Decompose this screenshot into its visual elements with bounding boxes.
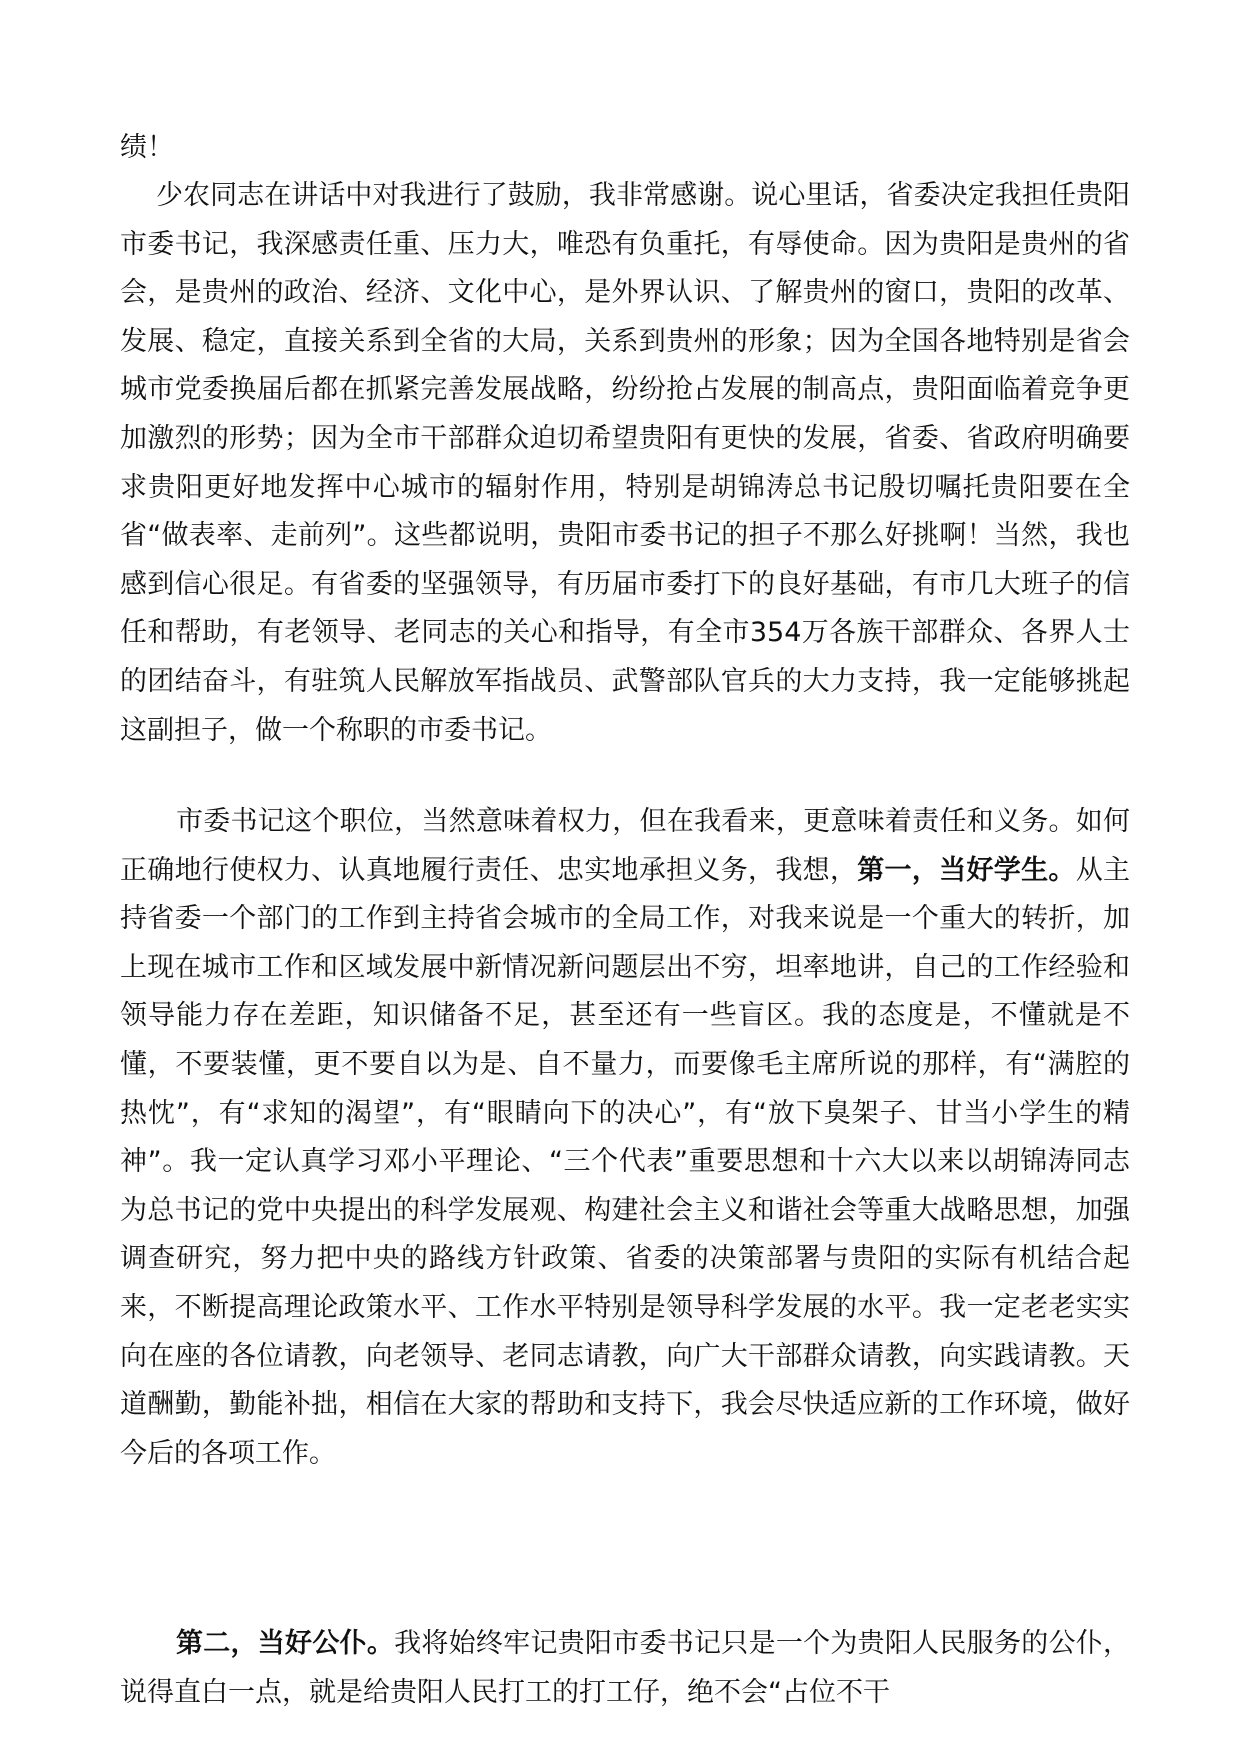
paragraph-lead-text: 市委书记这个职位，当然意味着权力，但在我看来，更意味着责任和义务。如何正确地行使权力、认真地履行责任、忠实地承担义务，我想， [120, 806, 1130, 886]
paragraph-be-good-student [120, 798, 1130, 1478]
heading-second-point: 第二，当好公仆。 [176, 1628, 395, 1659]
paragraph-body-text-2: 我将始终牢记贵阳市委书记只是一个为贵阳人民服务的公仆，说得直白一点，就是给贵阳人民打工的打工仔，绝不会“占位不干 [120, 1628, 1131, 1708]
paragraph-encouragement: 少农同志在讲话中对我进行了鼓励，我非常感谢。说心里话，省委决定我担任贵阳市委书记，我深感责任重、压力大，唯恐有负重托，有辱使命。因为贵阳是贵州的省会，是贵州的政治、经济、文化中心，是外界认识、了解贵州的窗口，贵阳的改革、发展、稳定，直接关系到全省的大局，关系到贵州的形象；因为全国各地特别是省会城市党委换届后都在抓紧完善发展战略，纷纷抢占发展的制高点，贵阳面临着竞争更加激烈的形势；因为全市干部群众迫切希望贵阳有更快的发展，省委、省政府明确要求贵阳更好地发挥中心城市的辐射作用，特别是胡锦涛总书记殷切嘱托贵阳要在全省“做表率、走前列”。这些都说明，贵阳市委书记的担子不那么好挑啊！当然，我也感到信心很足。有省委的坚强领导，有历届市委打下的良好基础，有市几大班子的信任和帮助，有老领导、老同志的关心和指导，有全市354万各族干部群众、各界人士的团结奋斗，有驻筑人民解放军指战员、武警部队官兵的大力支持，我一定能够挑起这副担子，做一个称职的市委书记。 [120, 180, 1130, 746]
paragraph-be-good-servant [120, 1620, 1130, 1717]
heading-first-point: 第一，当好学生。 [857, 854, 1076, 886]
paragraph-continuation: 绩！ [120, 132, 174, 163]
paragraph-body-text: 从主持省委一个部门的工作到主持省会城市的全局工作，对我来说是一个重大的转折，加上现在城市工作和区域发展中新情况新问题层出不穷，坦率地讲，自己的工作经验和领导能力存在差距，知识储备不足，甚至还有一些盲区。我的态度是，不懂就是不懂，不要装懂，更不要自以为是、自不量力，而要像毛主席所说的那样，有“满腔的热忱”，有“求知的渴望”，有“眼睛向下的决心”，有“放下臭架子、甘当小学生的精神”。我一定认真学习邓小平理论、“三个代表”重要思想和十六大以来以胡锦涛同志为总书记的党中央提出的科学发展观、构建社会主义和谐社会等重大战略思想，加强调查研究，努力把中央的路线方针政策、省委的决策部署与贵阳的实际有机结合起来，不断提高理论政策水平、工作水平特别是领导科学发展的水平。我一定老老实实向在座的各位请教，向老领导、老同志请教，向广大干部群众请教，向实践请教。天道酬勤，勤能补拙，相信在大家的帮助和支持下，我会尽快适应新的工作环境，做好今后的各项工作。 [120, 854, 1131, 1469]
